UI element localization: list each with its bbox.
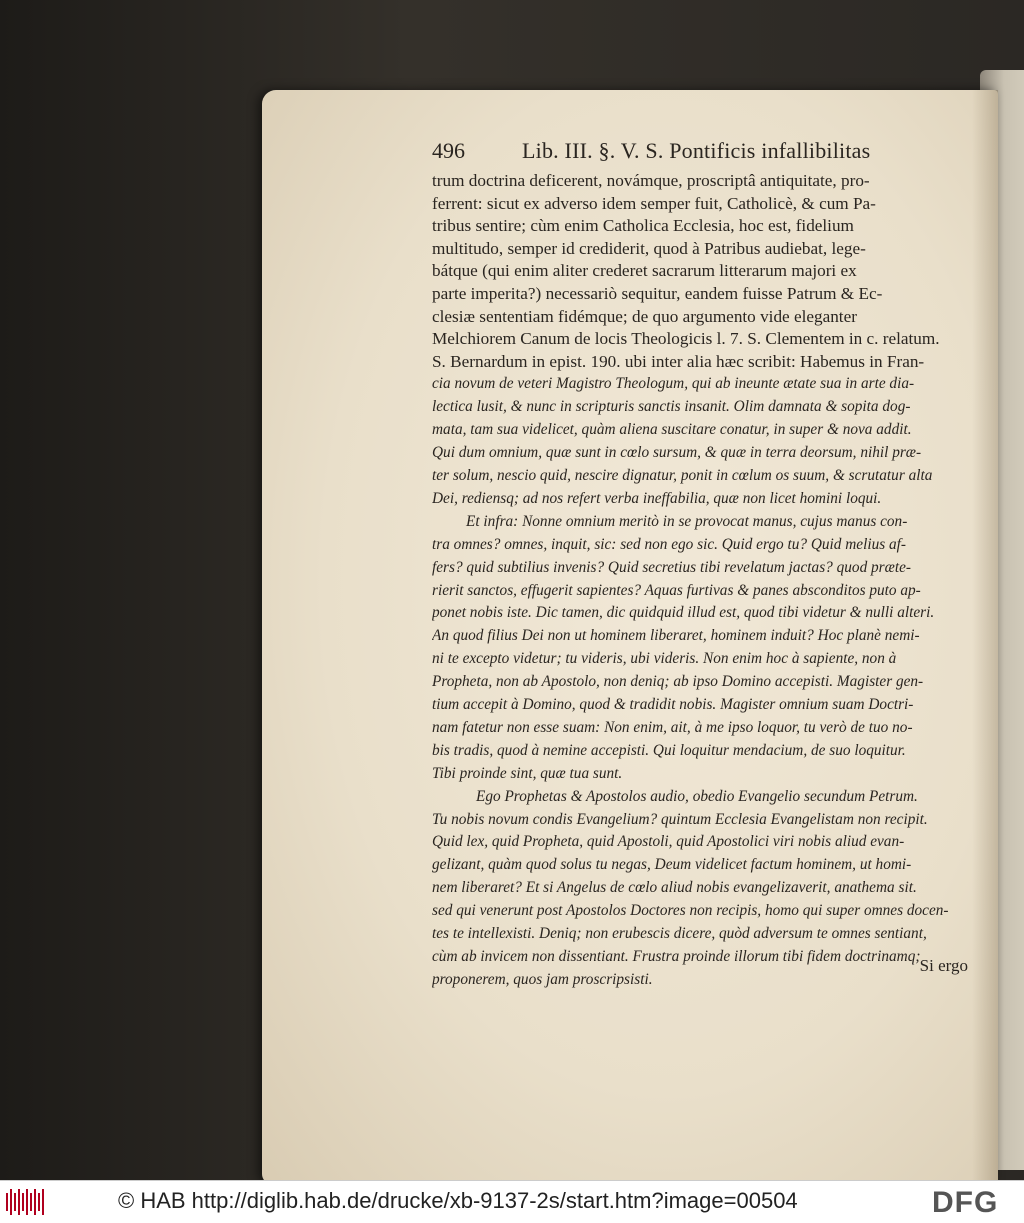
text-line: nem liberaret? Et si Angelus de cœlo aliud nobis evangelizaverit, anathema sit. (432, 879, 917, 897)
text-line: S. Bernardum in epist. 190. ubi inter alia hæc scribit: Habemus in Fran- (432, 351, 925, 371)
running-header (432, 138, 972, 166)
page-gutter-shadow (972, 90, 998, 1184)
text-line: tium accepit à Domino, quod & tradidit nobis. Magister omnium suam Doctri- (432, 696, 914, 714)
text-line: Tibi proinde sint, quæ tua sunt. (432, 764, 623, 782)
text-line: proponerem, quos jam proscripsisti. (432, 970, 653, 988)
book-page (262, 90, 998, 1184)
text-line: gelizant, quàm quod solus tu negas, Deum videlicet factum hominem, ut homi- (432, 856, 912, 874)
text-line: clesiæ sententiam fidémque; de quo argumento vide eleganter (432, 306, 857, 326)
text-line: fers? quid subtilius invenis? Quid secretius tibi revelatum jactas? quod præte- (432, 558, 911, 576)
text-line: cùm ab invicem non dissentiant. Frustra proinde illorum tibi fidem doctrinamq; (432, 948, 921, 965)
text-line: bis tradis, quod à nemine accepisti. Qui loquitur mendacium, de suo loquitur. (432, 741, 906, 759)
text-line: ferrent: sicut ex adverso idem semper fuit, Catholicè, & cum Pa- (432, 193, 876, 213)
text-line: rierit sanctos, effugerit sapientes? Aquas furtivas & panes absconditos puto ap- (432, 581, 921, 599)
italic-quotation-2 (432, 511, 972, 786)
text-line: Melchiorem Canum de locis Theologicis l. 7. S. Clementem in c. relatum. (432, 329, 940, 349)
page-text-block (432, 138, 972, 992)
text-line: trum doctrina deficerent, novámque, proscriptâ antiquitate, pro- (432, 171, 870, 190)
text-line: An quod filius Dei non ut hominem liberaret, hominem induit? Hoc planè nemi- (432, 627, 920, 645)
text-line: Quid lex, quid Propheta, quid Apostoli, quid Apostolici viri nobis aliud evan- (432, 833, 905, 851)
copyright-link[interactable]: © HAB http://diglib.hab.de/drucke/xb-9137-2s/start.htm?image=00504 (118, 1188, 798, 1213)
text-line: multitudo, semper id crediderit, quod à Patribus audiebat, lege- (432, 238, 866, 258)
italic-quotation-3 (432, 786, 972, 992)
text-line: tra omnes? omnes, inquit, sic: sed non ego sic. Quid ergo tu? Quid melius af- (432, 535, 907, 553)
text-line: ni te excepto videtur; tu videris, ubi videris. Non enim hoc à sapiente, non à (432, 650, 897, 668)
header-title: Lib. III. §. V. S. Pontificis infallibilitas (522, 138, 871, 163)
text-line: nam fatetur non esse suam: Non enim, ait, à me ipso loquor, tu verò de tuo no- (432, 718, 913, 736)
text-line: Propheta, non ab Apostolo, non deniq; ab ipso Domino accepisti. Magister gen- (432, 673, 924, 691)
text-line: Et infra: Nonne omnium meritò in se provocat manus, cujus manus con- (466, 512, 908, 530)
text-line: tes te intellexisti. Deniq; non erubescis dicere, quòd adversum te omnes sentiant, (432, 925, 927, 943)
text-line: Dei, rediensq; ad nos refert verba ineffabilia, quæ non licet homini loqui. (432, 489, 882, 507)
text-line: tribus sentire; cùm enim Catholica Ecclesia, hoc est, fidelium (432, 216, 854, 236)
roman-paragraph (432, 170, 972, 373)
text-line: sed qui venerunt post Apostolos Doctores non recipis, homo qui super omnes docen- (432, 902, 949, 920)
hab-logo-icon (6, 1189, 46, 1215)
text-line: Ego Prophetas & Apostolos audio, obedio Evangelio secundum Petrum. (476, 787, 918, 805)
text-line: ter solum, nescio quid, nescire dignatur, ponit in cœlum os suum, & scrutatur alta (432, 466, 933, 484)
page-number: 496 (432, 138, 465, 163)
dfg-logo: DFG (932, 1186, 999, 1219)
text-line: Qui dum omnium, quæ sunt in cœlo sursum, & quæ in terra deorsum, nihil præ- (432, 444, 922, 462)
text-line: lectica lusit, & nunc in scripturis sanctis insanit. Olim damnata & sopita dog- (432, 398, 911, 416)
text-line: mata, tam sua videlicet, quàm aliena suscitare conatur, in super & nova addit. (432, 421, 912, 439)
catchword: Si ergo (919, 956, 968, 975)
text-line: Tu nobis novum condis Evangelium? quintum Ecclesia Evangelistam non recipit. (432, 810, 928, 828)
italic-quotation-1 (432, 373, 972, 510)
text-line: cia novum de veteri Magistro Theologum, qui ab ineunte ætate sua in arte dia- (432, 375, 915, 393)
viewer-footer (0, 1180, 1024, 1223)
text-line: bátque (qui enim aliter crederet sacrarum litterarum majori ex (432, 261, 857, 281)
text-line: parte imperita?) necessariò sequitur, eandem fuisse Patrum & Ec- (432, 283, 883, 303)
text-line: ponet nobis iste. Dic tamen, dic quidquid illud est, quod tibi videtur & nulli alteri. (432, 604, 935, 622)
